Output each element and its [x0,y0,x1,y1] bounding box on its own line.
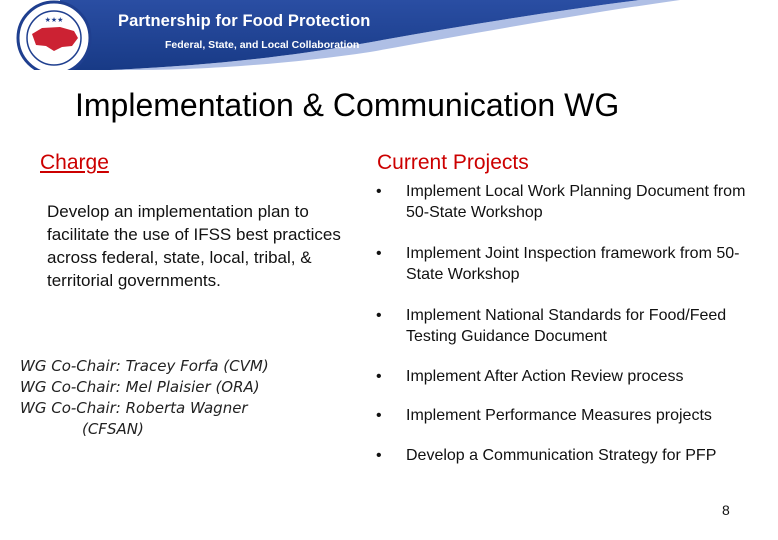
project-text: Implement Performance Measures projects [406,407,712,424]
org-name: Partnership for Food Protection [118,12,371,30]
projects-list [370,181,770,466]
bullet-icon: • [376,245,382,262]
project-text: Implement Joint Inspection framework from 50-State Workshop [406,245,740,283]
project-item [370,405,770,426]
page-number: 8 [722,502,730,518]
bullet-icon: • [376,407,382,424]
charge-body: Develop an implementation plan to facilitate the use of IFSS best practices across federal, state, local, tribal, & territorial governments. [47,202,341,290]
cochair-line: WG Co-Chair: Mel Plaisier (ORA) [20,378,260,396]
project-text: Implement After Action Review process [406,368,684,385]
project-text: Implement Local Work Planning Document from 50-State Workshop [406,183,746,221]
org-tagline: Federal, State, and Local Collaboration [165,39,360,51]
project-text: Develop a Communication Strategy for PFP [406,447,717,464]
seal-logo [2,0,106,70]
project-item [370,243,770,285]
bullet-icon: • [376,307,382,324]
bullet-icon: • [376,368,382,385]
slide-title: Implementation & Communication WG [75,87,620,123]
project-item [370,445,726,466]
project-text: Implement National Standards for Food/Feed Testing Guidance Document [406,307,727,345]
project-item [370,181,770,223]
cochair-line: WG Co-Chair: Tracey Forfa (CVM) [20,357,269,375]
bullet-icon: • [376,183,382,200]
cochair-line: (CFSAN) [20,420,144,438]
svg-text:★★★: ★★★ [44,17,64,24]
project-item [370,366,770,387]
header-banner [0,0,778,70]
cochairs-list [20,356,269,440]
charge-heading: Charge [40,151,109,174]
cochair-line: WG Co-Chair: Roberta Wagner [20,399,248,417]
project-item [370,305,770,347]
bullet-icon: • [376,447,382,464]
banner-background [0,0,778,70]
projects-heading: Current Projects [377,151,529,174]
